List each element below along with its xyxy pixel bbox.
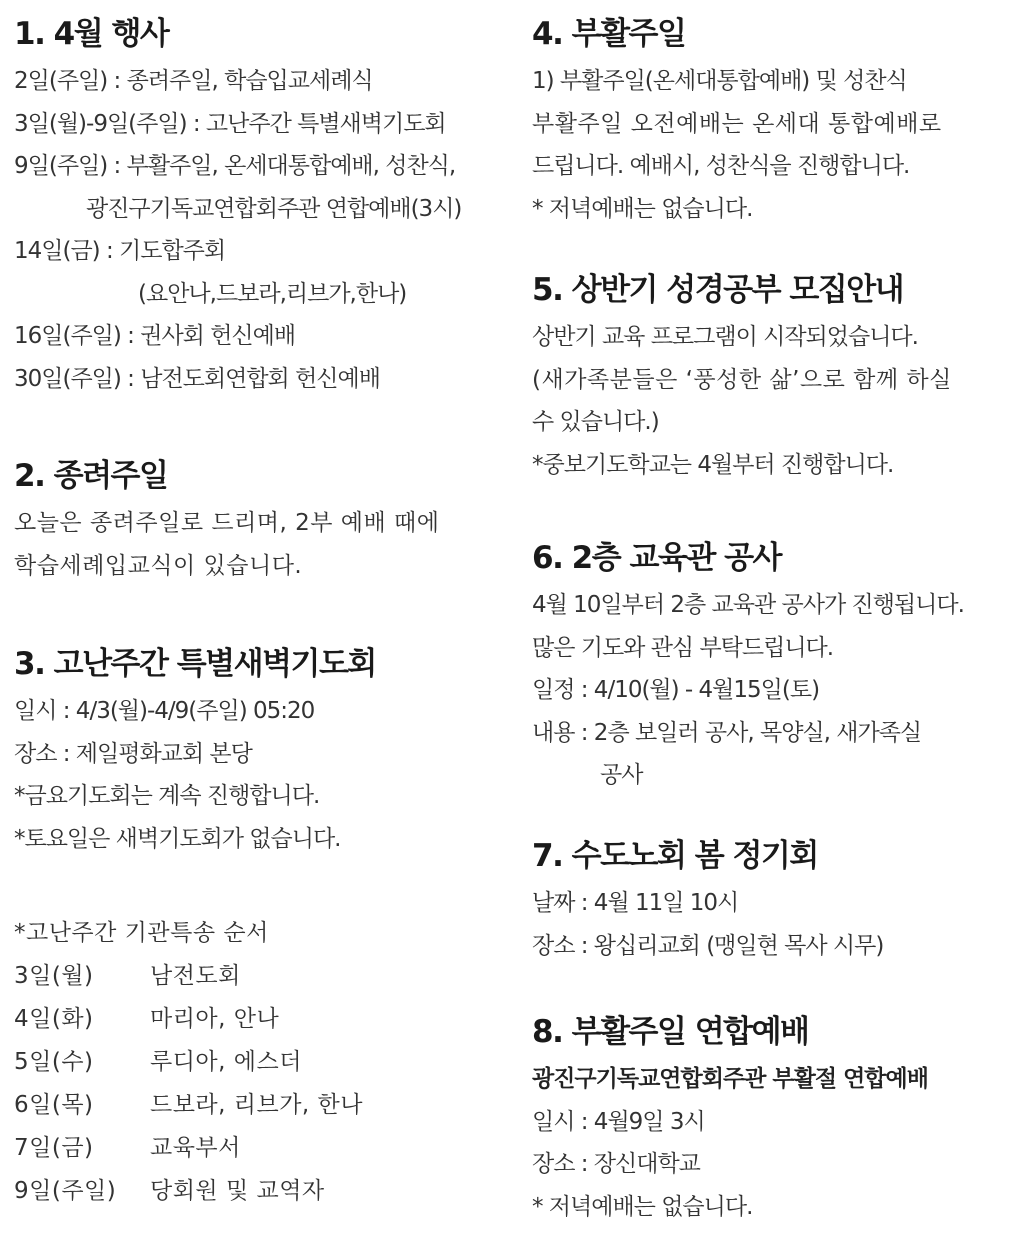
body-line: 4월 10일부터 2층 교육관 공사가 진행됩니다.	[532, 592, 964, 618]
event-line: 2일(주일) : 종려주일, 학습입교세례식	[14, 68, 373, 94]
schedule-day: 7일(금)	[14, 1134, 94, 1161]
event-line: 9일(주일) : 부활주일, 온세대통합예배, 성찬식,	[14, 153, 456, 179]
body-line: 일정 : 4/10(월) - 4월15일(토)	[532, 677, 820, 703]
section-heading: 2. 종려주일	[14, 458, 168, 494]
schedule-row	[14, 955, 506, 998]
schedule-row	[14, 1041, 506, 1084]
schedule-group: 남전도회	[150, 962, 241, 989]
section-education-hall-construction	[532, 538, 1012, 797]
section-heading: 6. 2층 교육관 공사	[532, 540, 781, 576]
schedule-day: 9일(주일)	[14, 1177, 117, 1204]
body-line: 부활주일 오전예배는 온세대 통합예배로	[532, 110, 942, 137]
section-heading: 4. 부활주일	[532, 16, 686, 52]
body-line: 공사	[600, 762, 643, 788]
body-line: 내용 : 2층 보일러 공사, 목양실, 새가족실	[532, 719, 922, 746]
special-song-schedule	[14, 912, 506, 1213]
body-line: *중보기도학교는 4월부터 진행합니다.	[532, 451, 894, 478]
schedule-title: *고난주간 기관특송 순서	[14, 920, 269, 946]
section-presbytery-meeting	[532, 836, 1012, 967]
section-heading: 5. 상반기 성경공부 모집안내	[532, 272, 904, 308]
section-heading: 8. 부활주일 연합예배	[532, 1014, 809, 1050]
section-palm-sunday	[14, 456, 506, 587]
body-line: 날짜 : 4월 11일 10시	[532, 890, 739, 916]
section-heading: 3. 고난주간 특별새벽기도회	[14, 646, 376, 682]
body-line: 장소 : 제일평화교회 본당	[14, 740, 252, 767]
section-heading: 1. 4월 행사	[14, 16, 169, 52]
schedule-row	[14, 1084, 506, 1127]
section-passion-week-prayer	[14, 644, 506, 860]
body-line: 1) 부활주일(온세대통합예배) 및 성찬식	[532, 68, 907, 94]
event-line: 광진구기독교연합회주관 연합예배(3시)	[86, 195, 462, 222]
body-line: 일시 : 4/3(월)-4/9(주일) 05:20	[14, 698, 315, 724]
schedule-day: 4일(화)	[14, 1005, 94, 1032]
body-line: 오늘은 종려주일로 드리며, 2부 예배 때에	[14, 510, 440, 536]
body-line: 상반기 교육 프로그램이 시작되었습니다.	[532, 324, 918, 350]
schedule-row	[14, 998, 506, 1041]
body-line: * 저녁예배는 없습니다.	[532, 1193, 753, 1220]
body-line: 장소 : 장신대학교	[532, 1151, 700, 1177]
event-line: (요안나,드보라,리브가,한나)	[138, 280, 407, 307]
schedule-group: 드보라, 리브가, 한나	[150, 1091, 363, 1118]
event-line: 16일(주일) : 권사회 헌신예배	[14, 323, 296, 349]
body-line: 광진구기독교연합회주관 부활절 연합예배	[532, 1066, 928, 1092]
body-line: 장소 : 왕십리교회 (맹일현 목사 시무)	[532, 932, 884, 959]
schedule-group: 당회원 및 교역자	[150, 1177, 325, 1204]
schedule-day: 6일(목)	[14, 1091, 94, 1118]
schedule-row	[14, 1170, 506, 1213]
body-line: 학습세례입교식이 있습니다.	[14, 552, 303, 579]
body-line: 많은 기도와 관심 부탁드립니다.	[532, 634, 834, 661]
schedule-day: 5일(수)	[14, 1048, 94, 1075]
body-line: 수 있습니다.)	[532, 409, 659, 435]
section-heading: 7. 수도노회 봄 정기회	[532, 838, 818, 874]
section-easter-joint-service	[532, 1012, 1012, 1228]
body-line: *토요일은 새벽기도회가 없습니다.	[14, 825, 341, 852]
section-april-events	[14, 14, 506, 400]
body-line: *금요기도회는 계속 진행합니다.	[14, 783, 320, 809]
event-line: 3일(월)-9일(주일) : 고난주간 특별새벽기도회	[14, 110, 446, 137]
section-easter-sunday	[532, 14, 1012, 230]
body-line: * 저녁예배는 없습니다.	[532, 195, 753, 222]
schedule-group: 교육부서	[150, 1134, 241, 1161]
schedule-row	[14, 1127, 506, 1170]
body-line: 일시 : 4월9일 3시	[532, 1108, 705, 1135]
event-line: 30일(주일) : 남전도회연합회 헌신예배	[14, 365, 380, 392]
schedule-day: 3일(월)	[14, 962, 94, 989]
body-line: (새가족분들은 ‘풍성한 삶’으로 함께 하실	[532, 366, 952, 393]
schedule-group: 루디아, 에스더	[150, 1048, 302, 1075]
body-line: 드립니다. 예배시, 성찬식을 진행합니다.	[532, 153, 910, 179]
schedule-group: 마리아, 안나	[150, 1005, 280, 1032]
event-line: 14일(금) : 기도합주회	[14, 238, 226, 264]
section-bible-study	[532, 270, 1012, 486]
